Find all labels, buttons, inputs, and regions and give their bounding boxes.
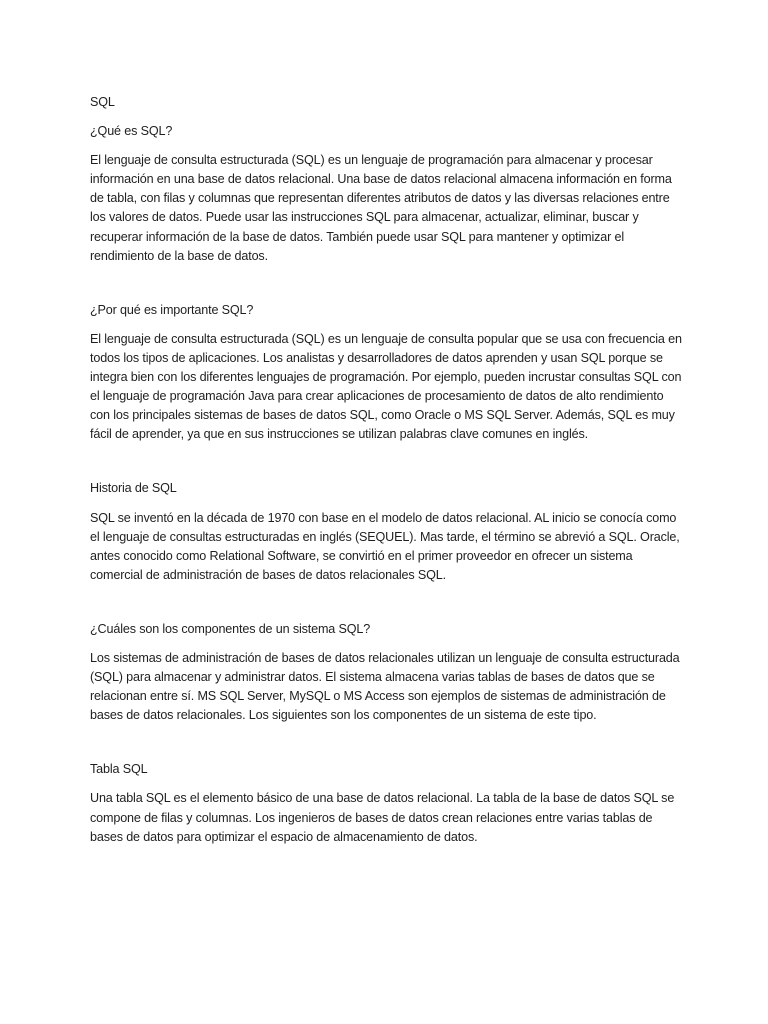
section-heading: ¿Por qué es importante SQL? [90, 302, 254, 317]
section-heading: ¿Cuáles son los componentes de un sistema SQL? [90, 621, 371, 636]
section-paragraph: El lenguaje de consulta estructurada (SQL) es un lenguaje de consulta popular que se usa con frecuencia en todos los tipos de aplicaciones. Los analistas y desarrolladores de datos aprenden y usan SQL porque se integra bien con los diferentes lenguajes de programación. Por ejemplo, pueden incrustar consultas SQL con el lenguaje de programación Java para crear aplicaciones de procesamiento de datos de alto rendimiento con los principales sistemas de bases de datos SQL, como Oracle o MS SQL Server. Además, SQL es muy fácil de aprender, ya que en sus instrucciones se utilizan palabras clave comunes en inglés. [90, 331, 682, 442]
document-title: SQL [90, 95, 115, 109]
section-paragraph: Los sistemas de administración de bases de datos relacionales utilizan un lenguaje de consulta estructurada (SQL) para almacenar y administrar datos. El sistema almacena varias tablas de bases de datos que se relacionan entre sí. MS SQL Server, MySQL o MS Access son ejemplos de sistemas de administración de bases de datos relacionales. Los siguientes son los componentes de un sistema de este tipo. [90, 650, 680, 723]
section-paragraph: SQL se inventó en la década de 1970 con base en el modelo de datos relacional. AL inicio se conocía como el lenguaje de consultas estructuradas en inglés (SEQUEL). Mas tarde, el término se abrevió a SQL. Oracle, antes conocido como Relational Software, se convirtió en el primer proveedor en ofrecer un sistema comercial de administración de bases de datos relacionales SQL. [90, 510, 680, 582]
section-heading: Historia de SQL [90, 481, 177, 496]
section-heading: ¿Qué es SQL? [90, 124, 173, 139]
section-tabla-sql [90, 760, 682, 846]
section-heading: Tabla SQL [90, 762, 148, 777]
document-page [90, 93, 682, 847]
section-historia [90, 479, 682, 584]
section-paragraph: El lenguaje de consulta estructurada (SQL) es un lenguaje de programación para almacenar y procesar información en una base de datos relacional. Una base de datos relacional almacena información en forma de tabla, con filas y columnas que representan diferentes atributos de datos y las diversas relaciones entre los valores de datos. Puede usar las instrucciones SQL para almacenar, actualizar, eliminar, buscar y recuperar información de la base de datos. También puede usar SQL para mantener y optimizar el rendimiento de la base de datos. [90, 153, 672, 263]
section-por-que-importante [90, 301, 682, 445]
section-paragraph: Una tabla SQL es el elemento básico de una base de datos relacional. La tabla de la base de datos SQL se compone de filas y columnas. Los ingenieros de bases de datos crean relaciones entre varias tablas de bases de datos para optimizar el espacio de almacenamiento de datos. [90, 791, 675, 844]
section-componentes [90, 620, 682, 725]
section-que-es-sql [90, 122, 682, 266]
